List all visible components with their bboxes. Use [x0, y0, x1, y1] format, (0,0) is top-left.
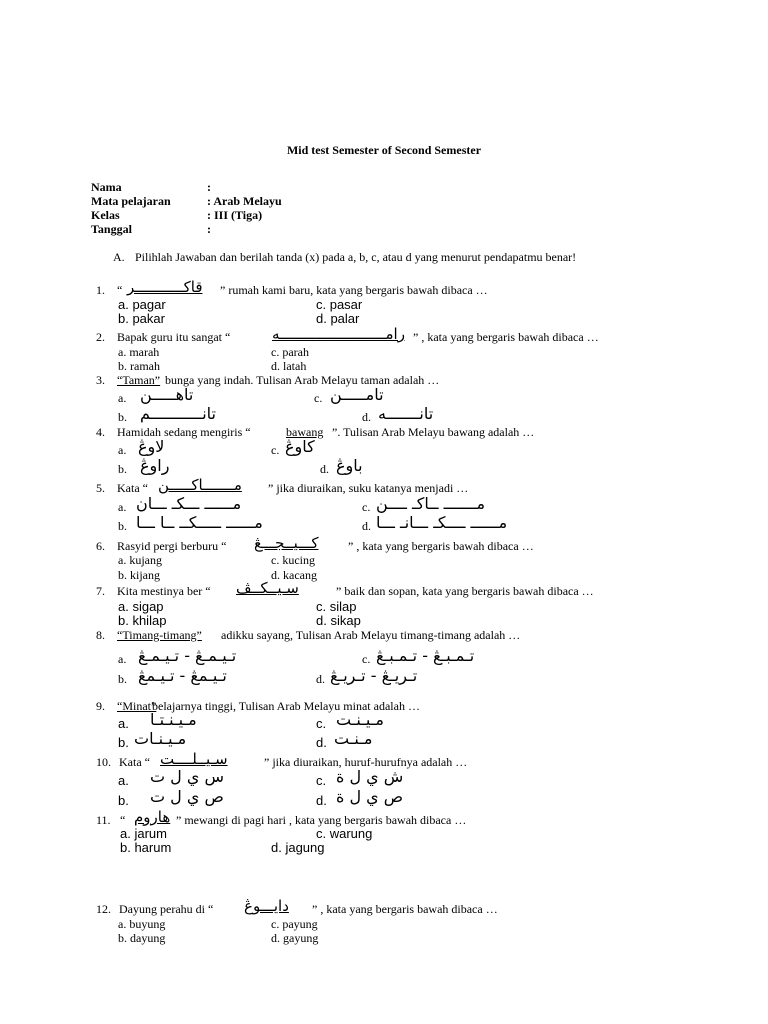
option-a: a. jarum	[120, 826, 167, 841]
question-text: belajarnya tinggi, Tulisan Arab Melayu minat adalah …	[152, 699, 420, 713]
option-a: س ي ل ت	[150, 767, 224, 786]
question-keyword: “Minat”	[117, 699, 157, 713]
question-number: 5.	[96, 481, 105, 495]
question-text-end: ” , kata yang bergaris bawah dibaca …	[413, 330, 599, 344]
option-d: d. sikap	[316, 613, 361, 628]
question-text: Hamidah sedang mengiris “	[117, 425, 251, 439]
option-c: c. kucing	[271, 553, 315, 567]
option-c: ش ي ل ة	[336, 767, 404, 786]
option-a-label: a.	[118, 773, 129, 788]
instruction-text: Pilihlah Jawaban dan berilah tanda (x) pada a, b, c, atau d yang menurut pendapatmu benar!	[135, 250, 577, 264]
question-keyword: “Timang-timang”	[117, 628, 202, 642]
option-d-label: d.	[316, 793, 327, 808]
option-d: مــــــ ــــكـ ـــانـ ـــا	[376, 513, 508, 532]
option-a: a. buyung	[118, 917, 166, 931]
option-b-label: b.	[118, 735, 129, 750]
tanggal-label: Tanggal	[91, 222, 132, 236]
question-text: ” rumah kami baru, kata yang bergaris bawah dibaca …	[220, 283, 488, 297]
option-b-label: b.	[118, 519, 127, 533]
option-a-label: a.	[118, 716, 129, 731]
option-b: مـيـنـات	[134, 729, 187, 748]
question-number: 2.	[96, 330, 105, 344]
kelas-value: : III (Tiga)	[207, 208, 263, 222]
option-a: تاهـــــن	[140, 385, 194, 404]
question-text: ” mewangi di pagi hari , kata yang bergaris bawah dibaca …	[176, 813, 467, 827]
question-text: Dayung perahu di “	[119, 902, 214, 916]
question-text: Kata “	[119, 755, 150, 769]
option-a: a. marah	[118, 345, 160, 359]
instruction-letter: A.	[113, 250, 125, 264]
option-c: c. pasar	[316, 297, 363, 312]
option-d: تـريـڠ - تـريـڠ	[330, 666, 418, 685]
question-arabic-word: كـــيــجـــڠ	[254, 534, 319, 552]
option-b: تانـــــــــــم	[140, 404, 216, 423]
question-arabic-word: قاكـــــــــــر	[127, 278, 203, 296]
option-d: d. palar	[316, 311, 360, 326]
question-text: Rasyid pergi berburu “	[117, 539, 227, 553]
option-b-label: b.	[118, 793, 129, 808]
page-title: Mid test Semester of Second Semester	[286, 143, 482, 157]
option-b: راوڠ	[140, 456, 170, 475]
option-d-label: d.	[320, 462, 329, 476]
option-c: c. parah	[271, 345, 309, 359]
option-d: d. jagung	[271, 840, 325, 855]
question-quote: “	[117, 283, 123, 297]
option-a-label: a.	[118, 500, 127, 514]
option-c-label: c.	[362, 500, 371, 514]
question-number: 8.	[96, 628, 105, 642]
option-d-label: d.	[362, 410, 371, 424]
option-b: b. dayung	[118, 931, 166, 945]
option-d: d. gayung	[271, 931, 319, 945]
question-text-end: ” , kata yang bergaris bawah dibaca …	[312, 902, 498, 916]
option-d: ص ي ل ة	[336, 787, 404, 806]
kelas-label: Kelas	[91, 208, 120, 222]
option-b-label: b.	[118, 672, 127, 686]
option-a: تـيـمـڠ - تـيـمـڠ	[138, 646, 237, 665]
option-a: لاوڠ	[138, 437, 165, 456]
question-arabic-word: رامــــــــــــــــــــــــه	[272, 325, 405, 343]
question-arabic-word: دايـــوڠ	[244, 897, 289, 915]
question-number: 10.	[96, 755, 111, 769]
option-d: تانـــــــه	[378, 404, 434, 423]
option-b: b. kijang	[118, 568, 160, 582]
question-text-end: ”. Tulisan Arab Melayu bawang adalah …	[332, 425, 535, 439]
option-a-label: a.	[118, 443, 127, 457]
option-b: b. pakar	[118, 311, 165, 326]
question-text: Kita mestinya ber “	[117, 584, 211, 598]
question-text-end: ” jika diuraikan, huruf-hurufnya adalah …	[264, 755, 468, 769]
option-d-label: d.	[362, 519, 371, 533]
question-arabic-word: سـيــلــــت	[160, 750, 228, 768]
option-c-label: c.	[362, 652, 371, 666]
option-d-label: d.	[316, 735, 327, 750]
question-text-end: ” , kata yang bergaris bawah dibaca …	[348, 539, 534, 553]
question-text: Kata “	[117, 481, 148, 495]
tanggal-value: :	[207, 222, 211, 236]
option-c: c. payung	[271, 917, 318, 931]
option-c-label: c.	[316, 773, 327, 788]
nama-label: Nama	[91, 180, 122, 194]
question-quote: “	[120, 813, 126, 827]
question-arabic-word: هاروم	[134, 808, 171, 826]
option-c-label: c.	[316, 716, 327, 731]
option-d: مـنـت	[334, 729, 373, 748]
option-b-label: b.	[118, 462, 127, 476]
question-arabic-word: مـــــــاكـــــن	[158, 476, 242, 494]
option-a: a. kujang	[118, 553, 162, 567]
question-number: 1.	[96, 283, 105, 297]
question-text: Bapak guru itu sangat “	[117, 330, 231, 344]
question-number: 4.	[96, 425, 105, 439]
option-d: d. latah	[271, 359, 307, 373]
question-number: 12.	[96, 902, 111, 916]
question-number: 9.	[96, 699, 105, 713]
option-c: کاوڠ	[285, 437, 315, 456]
option-a-label: a.	[118, 391, 127, 405]
mapel-label: Mata pelajaran	[91, 194, 171, 208]
option-b: تـيـمڠ - تـيـمڠ	[138, 666, 227, 685]
option-b: b. khilap	[118, 613, 167, 628]
option-b: b. ramah	[118, 359, 160, 373]
question-keyword: bawang	[286, 425, 324, 439]
question-arabic-word: سـيــكــڤ	[236, 579, 299, 597]
option-a: a. pagar	[118, 297, 166, 312]
option-b: b. harum	[120, 840, 172, 855]
option-a: مــــــ ـــكـ ـــان	[136, 494, 242, 513]
option-c-label: c.	[271, 443, 280, 457]
option-d: d. kacang	[271, 568, 317, 582]
option-c: تامـــــن	[330, 385, 384, 404]
option-d: باوڠ	[336, 456, 363, 475]
option-b: ص ي ل ت	[150, 787, 224, 806]
option-a: a. sigap	[118, 599, 164, 614]
question-text-end: ” jika diuraikan, suku katanya menjadi …	[268, 481, 469, 495]
option-c: c. silap	[316, 599, 357, 614]
option-b: مــــــ ـــــكــ ــا ـــا	[136, 513, 263, 532]
question-text: bunga yang indah. Tulisan Arab Melayu taman adalah …	[165, 373, 440, 387]
question-text-end: ” baik dan sopan, kata yang bergaris bawah dibaca …	[336, 584, 594, 598]
option-a: مـيـنـتـا	[150, 710, 197, 729]
question-number: 3.	[96, 373, 105, 387]
question-number: 7.	[96, 584, 105, 598]
nama-value: :	[207, 180, 211, 194]
mapel-value: : Arab Melayu	[207, 194, 282, 208]
option-c: تـمـبـڠ - تـمـبـڠ	[376, 646, 475, 665]
question-number: 11.	[96, 813, 111, 827]
option-b-label: b.	[118, 410, 127, 424]
question-keyword: “Taman”	[117, 373, 161, 387]
question-number: 6.	[96, 539, 105, 553]
question-text: adikku sayang, Tulisan Arab Melayu timang-timang adalah …	[221, 628, 521, 642]
option-c: مـيـنـت	[336, 710, 384, 729]
option-a-label: a.	[118, 652, 127, 666]
option-d-label: d.	[316, 672, 325, 686]
option-c-label: c.	[314, 391, 323, 405]
option-c: مـــــــ ــاكـ ــــن	[376, 494, 486, 513]
option-c: c. warung	[316, 826, 373, 841]
